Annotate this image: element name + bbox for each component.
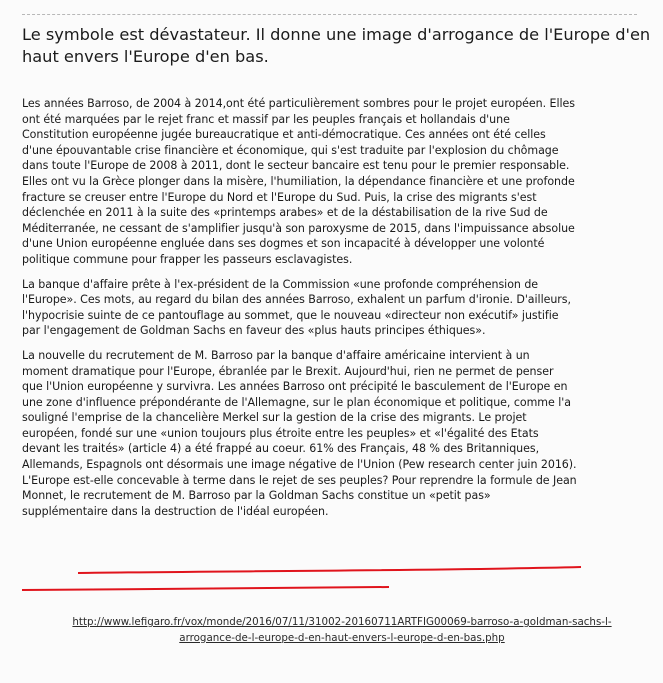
text-line: ont été marquées par le rejet franc et massif par les peuples français et hollandais d'une bbox=[22, 112, 510, 126]
text-line: L'Europe est-elle concevable à terme dans le rejet de ses peuples? Pour reprendre la formule de Jean bbox=[22, 473, 577, 487]
paragraph-recruitment bbox=[22, 348, 642, 520]
text-line: devant les traités» (article 4) a été frappé au coeur. 61% des Français, 48 % des Britanniques, bbox=[22, 442, 540, 456]
text-line: La nouvelle du recrutement de M. Barroso par la banque d'affaire américaine intervient à un bbox=[22, 348, 530, 362]
paragraph-bank bbox=[22, 277, 642, 339]
red-underline-stroke-1 bbox=[78, 567, 581, 573]
headline bbox=[22, 24, 651, 68]
text-line: politique commune pour frapper les passeurs esclavagistes. bbox=[22, 252, 353, 266]
text-line: l'hypocrisie suinte de ce pantouflage au sommet, que le nouveau «directeur non exécutif» justifie bbox=[22, 308, 559, 322]
text-line: moment dramatique pour l'Europe, ébranlée par le Brexit. Aujourd'hui, rien ne permet de penser bbox=[22, 364, 554, 378]
text-line: une zone d'influence prépondérante de l'Allemagne, sur le plan économique et politique, comme l'a bbox=[22, 395, 571, 409]
text-line: souligné l'emprise de la chancelière Merkel sur la gestion de la crise des migrants. Le projet bbox=[22, 411, 527, 425]
source-url-line[interactable]: arrogance-de-l-europe-d-en-haut-envers-l-europe-d-en-bas.php bbox=[179, 632, 505, 644]
headline-line: haut envers l'Europe d'en bas. bbox=[22, 47, 269, 66]
red-underline-stroke-2 bbox=[22, 587, 389, 590]
paragraph-barroso-years bbox=[22, 96, 642, 268]
text-line: Constitution européenne jugée bureaucratique et anti-démocratique. Ces années ont été celles bbox=[22, 128, 546, 142]
text-line: La banque d'affaire prête à l'ex-président de la Commission «une profonde compréhension de bbox=[22, 277, 539, 291]
text-line: d'une Union européenne engluée dans ses dogmes et son incapacité à développer une volonté bbox=[22, 237, 545, 251]
text-line: fracture se creuser entre l'Europe du Nord et l'Europe du Sud. Puis, la crise des migrants s'est bbox=[22, 190, 537, 204]
text-line: par l'engagement de Goldman Sachs en faveur des «plus hauts principes éthiques». bbox=[22, 324, 486, 338]
text-line: l'Europe». Ces mots, au regard du bilan des années Barroso, exhalent un parfum d'ironie. D'ailleurs, bbox=[22, 293, 571, 307]
text-line: Elles ont vu la Grèce plonger dans la misère, l'humiliation, la dépendance financière et une profonde bbox=[22, 174, 575, 188]
text-line: d'une épouvantable crise financière et économique, qui s'est traduite par l'explosion du chômage bbox=[22, 143, 559, 157]
headline-line: Le symbole est dévastateur. Il donne une image d'arrogance de l'Europe d'en bbox=[22, 25, 651, 44]
text-line: que l'Union européenne y survivra. Les années Barroso ont précipité le basculement de l'Europe en bbox=[22, 380, 568, 394]
source-link[interactable] bbox=[52, 614, 632, 646]
text-line: déclenchée en 2011 à la suite des «printemps arabes» et de la déstabilisation de la rive Sud de bbox=[22, 206, 548, 220]
text-line: Allemands, Espagnols ont désormais une image négative de l'Union (Pew research center juin 2016). bbox=[22, 458, 577, 472]
text-line: Les années Barroso, de 2004 à 2014,ont été particulièrement sombres pour le projet européen. Elles bbox=[22, 97, 575, 110]
article-body bbox=[22, 96, 642, 528]
text-line: Méditerranée, ne cessant de s'amplifier jusqu'à son paroxysme de 2015, dans l'impuissance absolue bbox=[22, 221, 575, 235]
text-line: européen, fondé sur une «union toujours plus étroite entre les peuples» et «l'égalité des Etats bbox=[22, 426, 539, 440]
top-divider bbox=[22, 14, 637, 15]
text-line: Monnet, le recrutement de M. Barroso par la Goldman Sachs constitue un «petit pas» bbox=[22, 489, 491, 503]
source-url-line[interactable]: http://www.lefigaro.fr/vox/monde/2016/07/11/31002-20160711ARTFIG00069-barroso-a-goldman-sachs-l- bbox=[72, 616, 612, 628]
text-line: dans toute l'Europe de 2008 à 2011, dont le secteur bancaire est tenu pour le premier responsable. bbox=[22, 159, 570, 173]
text-line: supplémentaire dans la destruction de l'idéal européen. bbox=[22, 504, 329, 518]
